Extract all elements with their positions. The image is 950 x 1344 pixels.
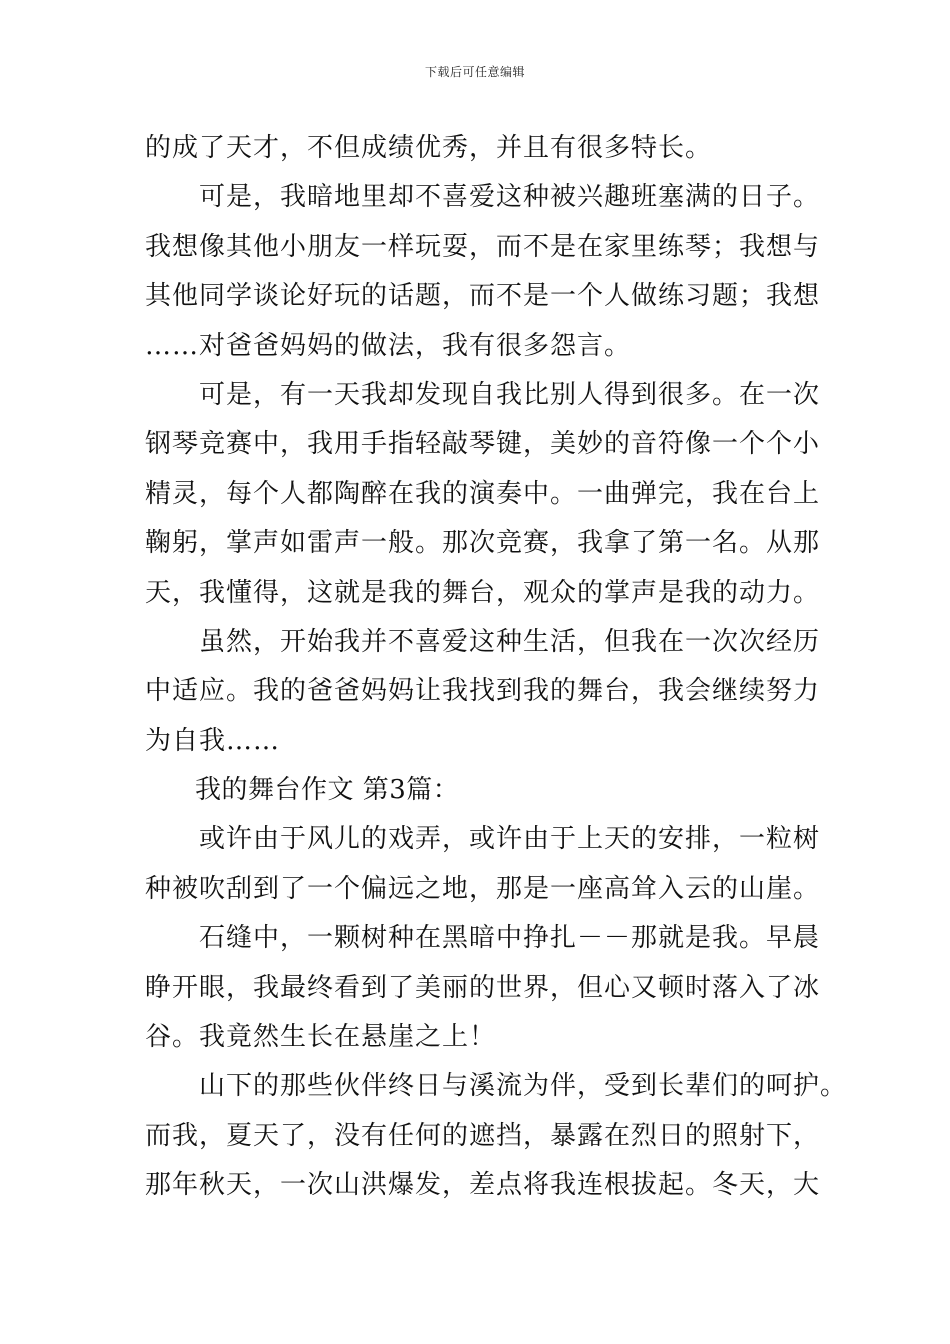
text-line: 其他同学谈论好玩的话题，而不是一个人做练习题；我想 bbox=[145, 281, 821, 312]
paragraph-start-line: 石缝中，一颗树种在黑暗中挣扎－－那就是我。早晨 bbox=[199, 923, 821, 954]
text-line: 我想像其他小朋友一样玩耍，而不是在家里练琴；我想与 bbox=[145, 231, 821, 262]
paragraph-start-line: 可是，有一天我却发现自我比别人得到很多。在一次 bbox=[199, 379, 821, 410]
document-body bbox=[145, 124, 848, 1211]
text-line: 精灵，每个人都陶醉在我的演奏中。一曲弹完，我在台上 bbox=[145, 478, 821, 509]
text-line: 钢琴竞赛中，我用手指轻敲琴键，美妙的音符像一个个小 bbox=[145, 429, 821, 460]
text-line: 种被吹刮到了一个偏远之地，那是一座高耸入云的山崖。 bbox=[145, 873, 821, 904]
text-line: 中适应。我的爸爸妈妈让我找到我的舞台，我会继续努力 bbox=[145, 676, 821, 707]
text-line: 天，我懂得，这就是我的舞台，观众的掌声是我的动力。 bbox=[145, 577, 821, 608]
paragraph-start-line: 山下的那些伙伴终日与溪流为伴，受到长辈们的呵护。 bbox=[199, 1071, 848, 1102]
text-line: 鞠躬，掌声如雷声一般。那次竞赛，我拿了第一名。从那 bbox=[145, 528, 821, 559]
paragraph-start-line: 或许由于风儿的戏弄，或许由于上天的安排，一粒树 bbox=[199, 824, 821, 855]
section-heading: 我的舞台作文 第3篇： bbox=[195, 775, 460, 806]
text-line: 那年秋天，一次山洪爆发，差点将我连根拔起。冬天，大 bbox=[145, 1170, 821, 1201]
paragraph-start-line: 可是，我暗地里却不喜爱这种被兴趣班塞满的日子。 bbox=[199, 182, 821, 213]
page-header: 下载后可任意编辑 bbox=[424, 65, 525, 79]
text-line: 为自我…… bbox=[145, 725, 281, 756]
paragraph-start-line: 虽然，开始我并不喜爱这种生活，但我在一次次经历 bbox=[199, 626, 821, 657]
text-line: 而我，夏天了，没有任何的遮挡，暴露在烈日的照射下， bbox=[145, 1120, 821, 1151]
text-line: ……对爸爸妈妈的做法，我有很多怨言。 bbox=[145, 330, 632, 361]
text-line: 的成了天才，不但成绩优秀，并且有很多特长。 bbox=[145, 133, 713, 163]
text-line: 谷。我竟然生长在悬崖之上！ bbox=[145, 1022, 497, 1053]
text-line: 睁开眼，我最终看到了美丽的世界，但心又顿时落入了冰 bbox=[145, 972, 821, 1003]
